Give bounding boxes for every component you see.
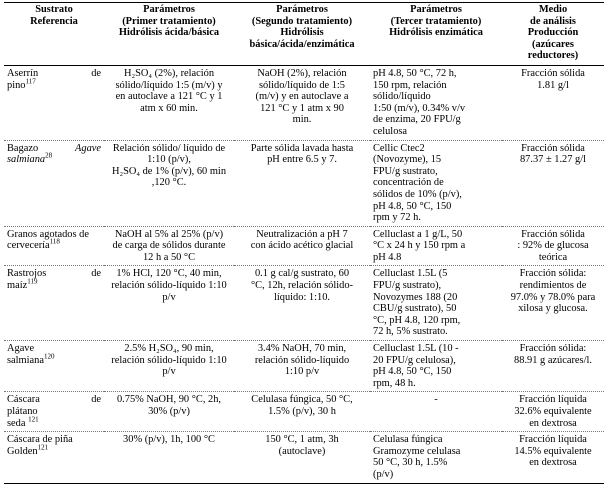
substrate-cell — [4, 432, 104, 483]
text-line: pH 4.8 — [373, 251, 402, 263]
text-line: 1.5% (p/v), 30 h — [268, 406, 336, 417]
table-page — [4, 2, 604, 484]
second-treatment-cell — [234, 432, 370, 483]
substrate-cell — [4, 392, 104, 432]
text-line: Hidrólisis — [280, 27, 324, 39]
table-row — [4, 65, 604, 140]
table-row — [4, 432, 604, 483]
text-line: en dextrosa — [529, 457, 577, 469]
text-line: 1:10 (p/v), — [147, 154, 191, 166]
text-line: Celluclast 1.5L (10 - — [373, 343, 459, 355]
text-line: 3.4% NaOH, 70 min, — [257, 343, 347, 355]
text-line: 12 h a 50 °C — [142, 251, 196, 263]
second-treatment-cell — [234, 226, 370, 266]
text-line: de carga de sólidos durante — [112, 240, 226, 252]
text-line: p/v — [162, 291, 176, 303]
text-line: con ácido acético glacial — [250, 240, 354, 252]
reference-number: 117 — [25, 77, 36, 86]
pretreatment-table — [4, 2, 604, 484]
first-treatment-cell — [104, 140, 234, 226]
table-row — [4, 140, 604, 226]
text-line: Medio — [538, 4, 568, 15]
text-line: H₂SO₄ (2%), relación — [123, 67, 215, 79]
text-line: pH 4.8, 50 °C, 150 — [373, 366, 452, 378]
substrate-line — [7, 434, 101, 446]
text-line: celulosa — [373, 125, 408, 137]
text-line: relación sólido-líquido 1:10 — [111, 280, 227, 292]
text-line: Celulasa fúngica — [373, 434, 443, 446]
text-line: 30% (p/v) — [148, 406, 190, 417]
text-line: rpm, 48 h. — [373, 377, 416, 389]
text-line: 97.0% y 78.0% para — [510, 291, 596, 303]
third-treatment-cell — [370, 65, 502, 140]
substrate-name-italic: Agave — [75, 142, 101, 154]
text-line: rendimientos de — [519, 280, 587, 292]
substrate-line — [7, 143, 101, 155]
text-line: en dextrosa — [529, 417, 577, 429]
text-line: Fracción sólida — [521, 142, 585, 154]
text-line: FPU/g sustrato), — [373, 280, 442, 292]
substrate-cell — [4, 65, 104, 140]
substrate-cell — [4, 341, 104, 392]
text-line: H₂SO₄ de 1% (p/v), 60 min — [111, 165, 227, 177]
reference-number: 120 — [43, 352, 55, 361]
text-line: FPU/g sustrato, — [373, 165, 438, 177]
text-line: 20 FPU/g celulosa), — [373, 354, 456, 366]
first-treatment-cell — [104, 392, 234, 432]
table-row — [4, 266, 604, 341]
text-line: Fracción sólida: — [519, 268, 587, 280]
text-line: Parámetros — [143, 4, 195, 15]
text-line: (Primer tratamiento) — [122, 15, 216, 27]
text-line: NaOH (2%), relación — [257, 67, 347, 79]
substrate-name: seda — [7, 417, 26, 429]
third-treatment-cell — [370, 226, 502, 266]
text-line: Hidrólisis ácida/básica — [118, 27, 220, 39]
first-treatment-cell — [104, 266, 234, 341]
text-line: Fracción sólida: — [519, 343, 587, 355]
text-line: Fracción sólida — [521, 67, 585, 79]
substrate-line — [7, 77, 101, 92]
text-line: concentración de — [373, 177, 444, 189]
reference-number: 118 — [49, 237, 60, 246]
text-line: sólido/líquido de 1:5 — [258, 79, 345, 91]
text-line: (autoclave) — [278, 445, 326, 457]
second-treatment-cell — [234, 341, 370, 392]
text-line: Parte sólida lavada hasta — [250, 142, 354, 154]
substrate-name: Cáscara de piña — [7, 434, 73, 446]
third-treatment-cell — [370, 266, 502, 341]
header-primer-tratamiento — [104, 3, 234, 66]
text-line: 121 °C y 1 atm x 90 — [260, 102, 344, 114]
text-line: Fracción líquida — [519, 434, 587, 446]
text-line: 0.1 g cal/g sustrato, 60 — [254, 268, 350, 280]
text-line: Relación sólido/ líquido de — [112, 142, 226, 154]
substrate-line — [7, 68, 101, 80]
text-line: teórica — [538, 251, 568, 263]
text-line: líquido: 1:10. — [274, 291, 330, 303]
text-line: (Novozyme), 15 — [373, 154, 442, 166]
text-line: pH 4.8, 50 °C, 150 — [373, 200, 452, 212]
substrate-name: plátano — [7, 406, 38, 417]
text-line: relación sólido-líquido — [254, 354, 350, 366]
text-line: 1% HCl, 120 °C, 40 min, — [116, 268, 222, 280]
text-line: Neutralización a pH 7 — [256, 228, 348, 240]
text-line: °C, pH 4.8, 120 rpm, — [373, 314, 461, 326]
substrate-name: pino — [7, 79, 26, 91]
substrate-name: Rastrojos de — [7, 268, 101, 280]
text-line: Producción — [527, 27, 579, 39]
substrate-name: salmiana — [7, 354, 44, 366]
text-line: relación sólido-líquido 1:10 — [111, 354, 227, 366]
substrate-line — [7, 237, 101, 252]
text-line: 72 h, 5% sustrato. — [373, 326, 448, 338]
text-line: Fracción sólida — [521, 228, 585, 240]
text-line: 88.91 g azúcares/l. — [514, 354, 592, 366]
second-treatment-cell — [234, 392, 370, 432]
text-line: 150 °C, 1 atm, 3h — [265, 434, 339, 446]
header-row — [4, 3, 604, 66]
header-sustrato — [4, 3, 104, 66]
text-line: en autoclave a 121 °C y 1 — [115, 91, 223, 103]
text-line: 50 °C, 30 h, 1.5% — [373, 457, 448, 469]
substrate-cell — [4, 226, 104, 266]
text-line: Parámetros — [276, 4, 328, 15]
text-line: pH entre 6.5 y 7. — [267, 154, 337, 166]
text-line: Celluclast 1.5L (5 — [373, 268, 448, 280]
text-line: °C, 12h, relación sólido- — [251, 280, 353, 292]
text-line: °C x 24 h y 150 rpm a — [373, 240, 466, 252]
result-cell — [502, 432, 604, 483]
table-body — [4, 65, 604, 483]
text-line: - — [434, 394, 438, 406]
header-tercer-tratamiento — [370, 3, 502, 66]
third-treatment-cell — [370, 392, 502, 432]
substrate-name: Aserrín de — [7, 67, 101, 79]
result-cell — [502, 392, 604, 432]
second-treatment-cell — [234, 65, 370, 140]
substrate-cell — [4, 140, 104, 226]
text-line: reductores) — [527, 50, 579, 62]
text-line: 0.75% NaOH, 90 °C, 2h, — [116, 394, 221, 406]
text-line: de análisis — [530, 15, 576, 27]
text-line: 14.5% equivalente — [514, 445, 592, 457]
table-row — [4, 392, 604, 432]
table-row — [4, 226, 604, 266]
third-treatment-cell — [370, 432, 502, 483]
text-line: NaOH al 5% al 25% (p/v) — [114, 228, 224, 240]
first-treatment-cell — [104, 432, 234, 483]
substrate-line — [7, 406, 101, 418]
text-line: básica/ácida/enzimática — [249, 38, 355, 50]
text-line: Cellic Ctec2 — [373, 142, 425, 154]
text-line: 2.5% H₂SO₄, 90 min, — [124, 343, 214, 355]
substrate-line — [7, 415, 101, 430]
result-cell — [502, 65, 604, 140]
substrate-line — [7, 277, 101, 292]
text-line: (Segundo tratamiento) — [251, 15, 353, 27]
text-line: Celluclast a 1 g/L, 50 — [373, 228, 463, 240]
reference-number: 119 — [27, 277, 38, 286]
text-line: sólido/líquido — [373, 91, 431, 103]
text-line: 1:50 (m/v), 0.34% v/v — [373, 102, 466, 114]
text-line: Hidrólisis enzimática — [389, 27, 483, 39]
reference-number: 121 — [37, 443, 49, 452]
substrate-line — [7, 151, 101, 166]
substrate-line — [7, 268, 101, 280]
text-line: (Tercer tratamiento) — [390, 15, 482, 27]
result-cell — [502, 226, 604, 266]
second-treatment-cell — [234, 140, 370, 226]
reference-number: 28 — [45, 151, 53, 160]
substrate-name: maíz — [7, 280, 28, 292]
header-segundo-tratamiento — [234, 3, 370, 66]
text-line: 30% (p/v), 1h, 100 °C — [123, 434, 215, 446]
third-treatment-cell — [370, 341, 502, 392]
substrate-name: Bagazo — [7, 142, 39, 154]
substrate-name-italic: salmiana — [7, 154, 46, 166]
table-row — [4, 341, 604, 392]
substrate-line — [7, 394, 101, 406]
text-line: Gramozyme celulasa — [373, 445, 461, 457]
substrate-name: Granos agotados de — [7, 228, 89, 240]
substrate-name: cervecería — [7, 240, 50, 252]
substrate-name: Golden — [7, 445, 38, 457]
text-line: rpm y 72 h. — [373, 212, 421, 224]
substrate-name: Cáscara de — [7, 394, 101, 406]
substrate-line — [7, 352, 101, 367]
substrate-name: Agave — [7, 343, 35, 355]
text-line: 1.81 g/l — [537, 79, 569, 91]
text-line: CBU/g sustrato), 50 — [373, 303, 457, 315]
text-line: (p/v) — [373, 468, 394, 480]
text-line: ,120 °C. — [151, 177, 187, 189]
substrate-line — [7, 443, 101, 458]
text-line: Parámetros — [410, 4, 462, 15]
text-line: (azúcares — [532, 38, 574, 50]
text-line: de enzima, 20 FPU/g — [373, 114, 461, 126]
text-line: 150 rpm, relación — [373, 79, 447, 91]
text-line: p/v — [162, 366, 176, 378]
substrate-cell — [4, 266, 104, 341]
text-line: xilosa y glucosa. — [518, 303, 588, 315]
text-line: 1:10 p/v — [284, 366, 320, 378]
second-treatment-cell — [234, 266, 370, 341]
text-line: (m/v) y en autoclave a — [255, 91, 349, 103]
text-line: : 92% de glucosa — [517, 240, 589, 252]
text-line: atm x 60 min. — [140, 102, 198, 114]
text-line: 32.6% equivalente — [514, 406, 592, 417]
first-treatment-cell — [104, 65, 234, 140]
reference-number: 121 — [28, 415, 39, 424]
text-line: sólidos de 10% (p/v), — [373, 188, 462, 200]
text-line: pH 4.8, 50 °C, 72 h, — [373, 67, 457, 79]
text-line: Referencia — [30, 15, 78, 27]
header-produccion — [502, 3, 604, 66]
result-cell — [502, 266, 604, 341]
text-line: 87.37 ± 1.27 g/l — [519, 154, 587, 166]
text-line: min. — [292, 114, 312, 126]
first-treatment-cell — [104, 226, 234, 266]
text-line: Celulasa fúngica, 50 °C, — [251, 394, 353, 406]
third-treatment-cell — [370, 140, 502, 226]
text-line: Fracción líquida — [519, 394, 587, 406]
text-line: sólido/líquido 1:5 (m/v) y — [115, 79, 223, 91]
text-line: Sustrato — [35, 4, 73, 15]
result-cell — [502, 341, 604, 392]
result-cell — [502, 140, 604, 226]
first-treatment-cell — [104, 341, 234, 392]
text-line: Novozymes 188 (20 — [373, 291, 458, 303]
